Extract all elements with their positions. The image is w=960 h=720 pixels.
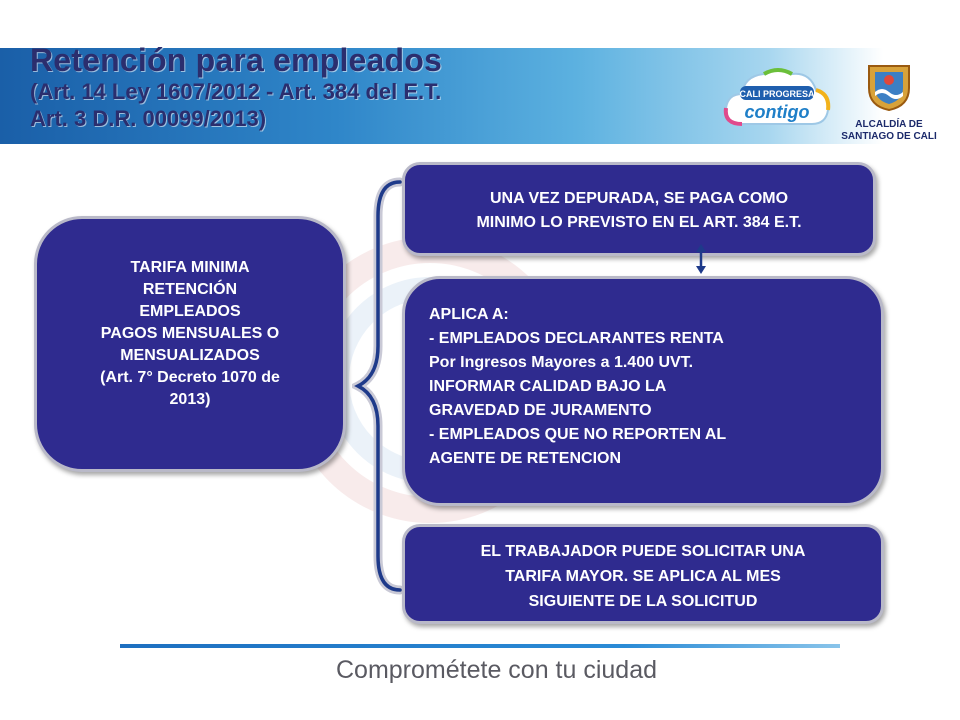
trabajador-box: [402, 524, 884, 624]
depurada-box: [402, 162, 876, 256]
bottom-box-line: TARIFA MAYOR. SE APLICA AL MES: [505, 568, 781, 585]
mid-box-line: APLICA A:: [429, 306, 509, 323]
cali-progresa-logo: [722, 62, 832, 136]
tarifa-minima-box: [34, 216, 346, 472]
alcaldia-line2: SANTIAGO DE CALI: [841, 131, 937, 142]
bottom-box-line: SIGUIENTE DE LA SOLICITUD: [528, 593, 758, 610]
mid-box-line: Por Ingresos Mayores a 1.400 UVT.: [429, 354, 694, 371]
page-subtitle-line1: (Art. 14 Ley 1607/2012 - Art. 384 del E.T.: [30, 79, 442, 104]
top-box-line: UNA VEZ DEPURADA, SE PAGA COMO: [489, 190, 789, 207]
left-box-line: RETENCIÓN: [142, 281, 238, 298]
contigo-text: contigo: [744, 102, 810, 122]
left-box-line: MENSUALIZADOS: [120, 347, 260, 364]
alcaldia-line1: ALCALDÍA DE: [855, 119, 923, 130]
double-arrow-icon: [690, 244, 712, 274]
cloud-logo-icon: [722, 62, 832, 136]
mid-box-line: INFORMAR CALIDAD BAJO LA: [429, 378, 667, 395]
aplica-box: [402, 276, 884, 506]
left-box-line: 2013): [169, 391, 211, 408]
left-box-line: (Art. 7° Decreto 1070 de: [100, 369, 280, 386]
mid-box-line: - EMPLEADOS DECLARANTES RENTA: [429, 330, 724, 347]
footer-slogan: Comprométete con tu ciudad: [336, 656, 658, 684]
mid-box-line: GRAVEDAD DE JURAMENTO: [429, 402, 652, 419]
alcaldia-logo: [834, 58, 944, 146]
title-block: [30, 42, 442, 132]
page-subtitle-line2: Art. 3 D.R. 00099/2013): [30, 106, 267, 131]
left-box-line: TARIFA MINIMA: [130, 259, 250, 276]
mid-box-line: AGENTE DE RETENCION: [429, 450, 622, 467]
page-title: Retención para empleados: [30, 42, 443, 78]
footer-divider: [120, 644, 840, 648]
left-box-line: PAGOS MENSUALES O: [100, 325, 280, 342]
top-box-line: MINIMO LO PREVISTO EN EL ART. 384 E.T.: [476, 214, 802, 231]
bottom-box-line: EL TRABAJADOR PUEDE SOLICITAR UNA: [480, 543, 806, 560]
left-box-line: EMPLEADOS: [139, 303, 241, 320]
crest-icon: [866, 62, 912, 112]
cali-progresa-text: CALI PROGRESA: [739, 89, 815, 99]
mid-box-line: - EMPLEADOS QUE NO REPORTEN AL: [429, 426, 727, 443]
